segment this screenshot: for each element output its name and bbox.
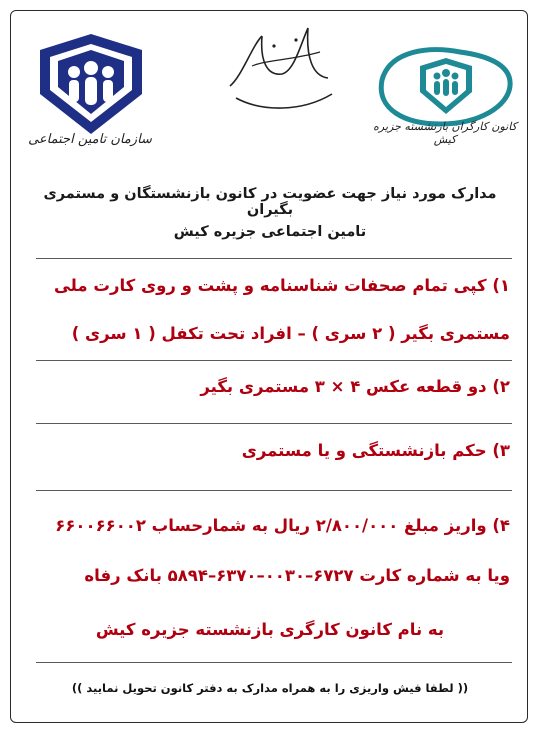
divider [36,423,512,424]
requirement-1-detail: مستمری بگیر ( ۲ سری ) – افراد تحت تکفل ( ۱ سری ) [71,324,510,343]
social-security-caption: سازمان تامین اجتماعی [28,132,152,147]
requirement-1: ۱) کپی تمام صحفات شناسنامه و پشت و روی کارت ملی [53,276,510,295]
divider [36,258,512,259]
divider [36,662,512,663]
requirement-4: ۴) واریز مبلغ ۲/۸۰۰/۰۰۰ ریال به شمارحساب ۶۶۰۰۶۶۰۰۲ [55,516,510,535]
requirement-4-card: ویا به شماره کارت ۶۷۲۷–۰۰۳۰–۶۳۷۰–۵۸۹۴ بانک رفاه [84,566,510,585]
requirement-4-payee: به نام کانون کارگری بازنشسته جزیره کیش [95,620,445,639]
document-subtitle: تامین اجتماعی جزیره کیش [173,224,367,240]
requirement-3: ۳) حکم بازنشستگی و یا مستمری [241,441,510,460]
divider [36,360,512,361]
bismillah-calligraphy [222,16,342,116]
kish-association-caption: کانون کارگران بازنشسته جزیره کیش [373,120,517,146]
divider [36,490,512,491]
footer-note: (( لطفا فیش واریزی را به همراه مدارک به دفتر کانون تحویل نمایید )) [71,681,469,695]
document-title: مدارک مورد نیاز جهت عضویت در کانون بازنشستگان و مستمری بگیران [43,186,497,218]
requirement-2: ۲) دو قطعه عکس ۴ × ۳ مستمری بگیر [200,377,510,396]
